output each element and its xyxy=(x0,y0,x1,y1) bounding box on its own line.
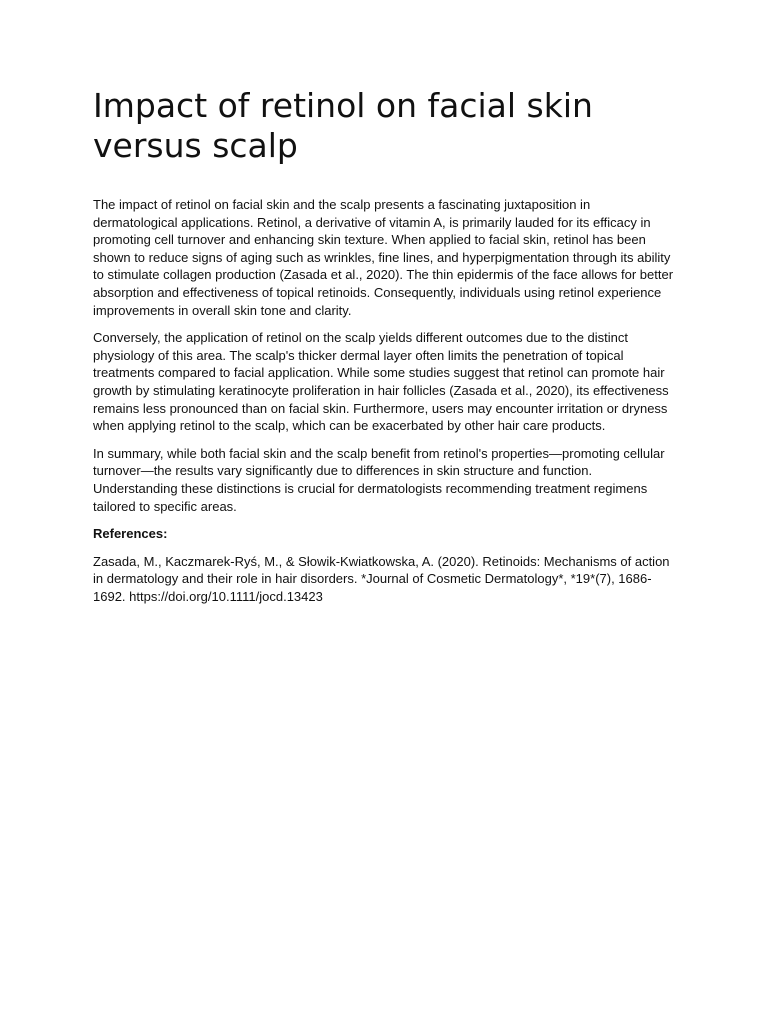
body-paragraph-2: Conversely, the application of retinol on the scalp yields different outcomes due to the distinct physiology of this area. The scalp's thicker dermal layer often limits the penetration of topical treatments compared to facial application. While some studies suggest that retinol can promote hair growth by stimulating keratinocyte proliferation in hair follicles (Zasada et al., 2020), its effectiveness remains less pronounced than on facial skin. Furthermore, users may encounter irritation or dryness when applying retinol to the scalp, which can be exacerbated by other hair care products. xyxy=(93,330,669,434)
body-paragraph-3: In summary, while both facial skin and the scalp benefit from retinol's properties—promoting cellular turnover—the results vary significantly due to differences in skin structure and function. Understanding these distinctions is crucial for dermatologists recommending treatment regimens tailored to specific areas. xyxy=(93,445,665,514)
document-body xyxy=(93,86,678,615)
document-title: Impact of retinol on facial skin versus scalp xyxy=(93,86,593,165)
body-paragraph-1: The impact of retinol on facial skin and the scalp presents a fascinating juxtaposition in dermatological applications. Retinol, a derivative of vitamin A, is primarily lauded for its efficacy in promoting cell turnover and enhancing skin texture. When applied to facial skin, retinol has been shown to reduce signs of aging such as wrinkles, fine lines, and hyperpigmentation through its ability to stimulate collagen production (Zasada et al., 2020). The thin epidermis of the face allows for better absorption and effectiveness of topical retinoids. Consequently, individuals using retinol experience improvements in overall skin tone and clarity. xyxy=(93,197,674,318)
references-heading: References: xyxy=(93,526,168,542)
reference-entry: Zasada, M., Kaczmarek-Ryś, M., & Słowik-Kwiatkowska, A. (2020). Retinoids: Mechanisms of action in dermatology and their role in hair disorders. *Journal of Cosmetic Dermatology*, *19*(7), 1686-1692. https://doi.org/10.1111/jocd.13423 xyxy=(93,553,670,604)
